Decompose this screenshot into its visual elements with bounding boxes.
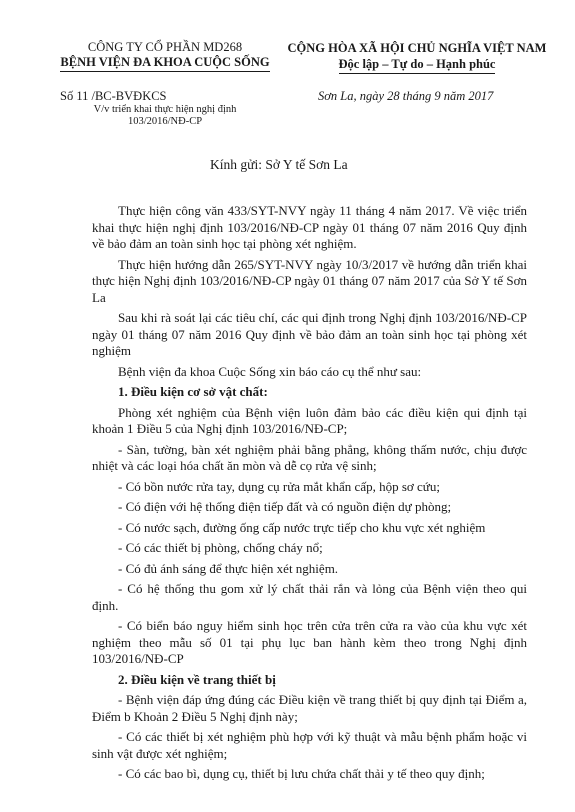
list-item: - Có điện với hệ thống điện tiếp đất và có nguồn điện dự phòng;: [118, 499, 452, 514]
document-date: Sơn La, ngày 28 tháng 9 năm 2017: [318, 89, 494, 103]
subject-line-2: 103/2016/NĐ-CP: [127, 116, 203, 127]
issuer-block: [60, 40, 270, 72]
section-heading-1: 1. Điều kiện cơ sở vật chất:: [118, 384, 268, 399]
addressee: Kính gửi: Sở Y tế Sơn La: [210, 157, 348, 172]
company-name: CÔNG TY CỔ PHẦN MD268: [87, 40, 243, 54]
subject-line-1: V/v triển khai thực hiện nghị định: [93, 104, 237, 115]
paragraph: Sau khi rà soát lại các tiêu chí, các qui định trong Nghị định 103/2016/NĐ-CP ngày 01 tháng 07 năm 2016 Quy định về bảo đảm an toàn sinh học tại phòng xét nghiệm: [92, 310, 527, 358]
paragraph: Phòng xét nghiệm của Bệnh viện luôn đảm bảo các điều kiện qui định tại khoản 1 Điều 5 của Nghị định 103/2016/NĐ-CP;: [92, 404, 527, 436]
list-item: - Có biển báo nguy hiểm sinh học trên cửa trên cửa ra vào của khu vực xét nghiệm theo mẫu số 01 tại phụ lục ban hành kèm theo trong Nghị định 103/2016/NĐ-CP: [92, 618, 527, 666]
list-item: - Có hệ thống thu gom xử lý chất thải rắn và lỏng của Bệnh viện theo qui định.: [92, 581, 527, 613]
list-item: - Có các thiết bị phòng, chống cháy nổ;: [118, 540, 323, 555]
list-item: - Có bồn nước rửa tay, dụng cụ rửa mắt khẩn cấp, hộp sơ cứu;: [118, 478, 440, 494]
list-item: - Có các bao bì, dụng cụ, thiết bị lưu chứa chất thải y tế theo quy định;: [118, 766, 485, 781]
paragraph: Bệnh viện đa khoa Cuộc Sống xin báo cáo cụ thể như sau:: [118, 363, 422, 379]
list-item: - Sàn, tường, bàn xét nghiệm phải bằng phẳng, không thấm nước, chịu được nhiệt và các loại hóa chất ăn mòn và dễ cọ rửa vệ sinh;: [92, 441, 527, 473]
list-item: - Có các thiết bị xét nghiệm phù hợp với kỹ thuật và mẫu bệnh phẩm hoặc vi sinh vật được xét nghiệm;: [92, 729, 527, 761]
nation-title: CỘNG HÒA XÃ HỘI CHỦ NGHĨA VIỆT NAM: [287, 41, 547, 55]
list-item: - Có đủ ánh sáng để thực hiện xét nghiệm.: [118, 560, 339, 576]
paragraph: Thực hiện công văn 433/SYT-NVY ngày 11 tháng 4 năm 2017. Về việc triển khai thực hiện nghị định 103/2016/NĐ-CP ngày 01 tháng 07 năm 2016 Quy định về bảo đảm an toàn sinh học tại phòng xét nghiệm.: [92, 203, 527, 251]
national-motto: Độc lập – Tự do – Hạnh phúc: [339, 56, 496, 74]
list-item: - Có nước sạch, đường ống cấp nước trực tiếp cho khu vực xét nghiệm: [118, 519, 486, 535]
hospital-name: BỆNH VIỆN ĐA KHOA CUỘC SỐNG: [60, 55, 269, 72]
list-item: - Bệnh viện đáp ứng đúng các Điều kiện về trang thiết bị quy định tại Điểm a, Điểm b Khoản 2 Điều 5 Nghị định này;: [92, 692, 527, 724]
paragraph: Thực hiện hướng dẫn 265/SYT-NVY ngày 10/3/2017 về hướng dẫn triển khai thực hiện Nghị định 103/2016/NĐ-CP ngày 01 tháng 07 năm 2017 của Sở Y tế Sơn La: [92, 256, 527, 305]
national-heading: [282, 40, 552, 74]
section-heading-2: 2. Điều kiện về trang thiết bị: [118, 671, 276, 687]
document-subject: [60, 104, 270, 128]
document-body: [92, 203, 527, 787]
document-number: Số 11 /BC-BVĐKCS: [60, 89, 167, 103]
